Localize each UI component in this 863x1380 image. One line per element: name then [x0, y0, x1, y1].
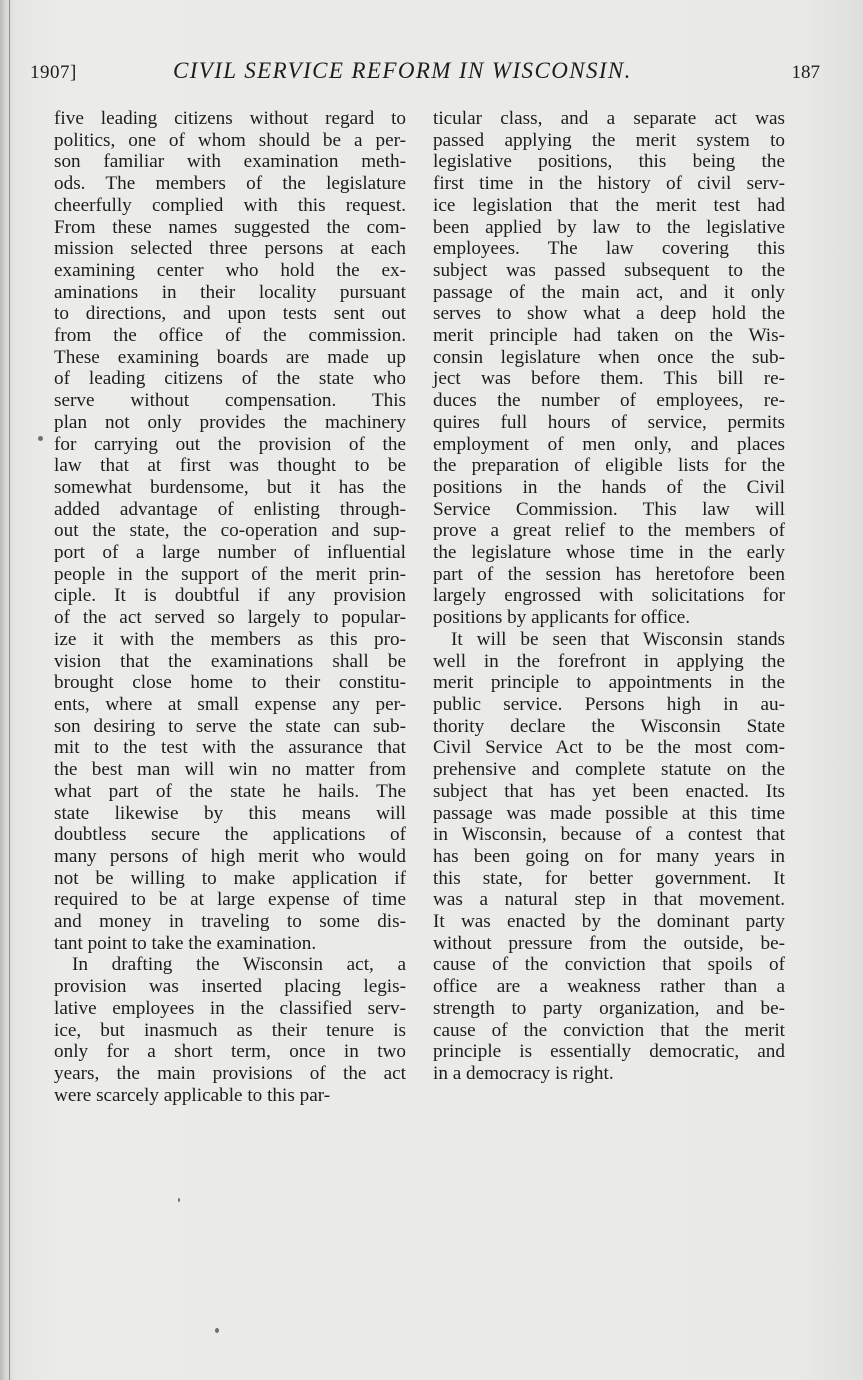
text-line: first time in the history of civil serv-: [433, 173, 785, 195]
text-line: five leading citizens without regard to: [54, 108, 406, 129]
text-line: state likewise by this means will: [54, 802, 406, 824]
text-line: It will be seen that Wisconsin stands: [451, 628, 785, 650]
text-line: passage of the main act, and it only: [433, 281, 785, 303]
text-line: strength to party organization, and be-: [433, 997, 785, 1019]
text-line: required to be at large expense of time: [54, 889, 406, 911]
text-line: ice, but inasmuch as their tenure is: [54, 1019, 406, 1041]
text-line: the legislature whose time in the early: [433, 542, 785, 564]
text-line: cheerfully complied with this request.: [54, 194, 406, 216]
text-line: what part of the state he hails. The: [54, 780, 406, 802]
text-line: somewhat burdensome, but it has the: [54, 476, 406, 498]
right-text-column: [433, 108, 785, 1085]
text-line: vision that the examinations shall be: [54, 650, 406, 672]
text-line: These examining boards are made up: [54, 346, 406, 368]
text-line: subject that has yet been enacted. Its: [433, 780, 785, 802]
text-line: part of the session has heretofore been: [433, 563, 785, 585]
text-line: principle is essentially democratic, and: [433, 1041, 785, 1063]
paper-speck: [178, 1198, 180, 1202]
text-line: son desiring to serve the state can sub-: [54, 715, 406, 737]
text-line: this state, for better government. It: [433, 867, 785, 889]
text-line: ciple. It is doubtful if any provision: [54, 585, 406, 607]
text-line: employment of men only, and places: [433, 433, 785, 455]
left-text-column: [54, 108, 406, 1106]
text-line: Service Commission. This law will: [433, 498, 785, 520]
text-line: was a natural step in that movement.: [433, 889, 785, 911]
text-line: mit to the test with the assurance that: [54, 737, 406, 759]
text-line: lative employees in the classified serv-: [54, 997, 406, 1019]
text-line: added advantage of enlisting through-: [54, 498, 406, 520]
text-line: of the act served so largely to popular-: [54, 607, 406, 629]
text-line: Civil Service Act to be the most com-: [433, 737, 785, 759]
text-line: years, the main provisions of the act: [54, 1062, 406, 1084]
text-line: ents, where at small expense any per-: [54, 693, 406, 715]
text-line: the best man will win no matter from: [54, 759, 406, 781]
text-line: consin legislature when once the sub-: [433, 346, 785, 368]
text-line: brought close home to their constitu-: [54, 672, 406, 694]
text-line: ject was before them. This bill re-: [433, 368, 785, 390]
text-line: cause of the conviction that the merit: [433, 1019, 785, 1041]
running-title: CIVIL SERVICE REFORM IN WISCONSIN.: [173, 58, 632, 83]
text-line: from the office of the commission.: [54, 325, 406, 347]
text-line: quires full hours of service, permits: [433, 411, 785, 433]
text-line: aminations in their locality pursuant: [54, 281, 406, 303]
text-line: politics, one of whom should be a per-: [54, 129, 406, 151]
text-line: out the state, the co-operation and sup-: [54, 520, 406, 542]
text-line: prehensive and complete statute on the: [433, 759, 785, 781]
text-line: without pressure from the outside, be-: [433, 932, 785, 954]
text-line: for carrying out the provision of the: [54, 433, 406, 455]
text-line: many persons of high merit who would: [54, 845, 406, 867]
text-line: ize it with the members as this pro-: [54, 628, 406, 650]
text-line: examining center who hold the ex-: [54, 259, 406, 281]
text-line: employees. The law covering this: [433, 238, 785, 260]
text-line: office are a weakness rather than a: [433, 976, 785, 998]
paper-speck: [215, 1328, 219, 1333]
page-number: 187: [791, 62, 820, 83]
text-line: were scarcely applicable to this par-: [54, 1084, 331, 1106]
text-line: well in the forefront in applying the: [433, 650, 785, 672]
text-line: positions by applicants for office.: [433, 607, 691, 629]
header-year: 1907]: [30, 62, 77, 83]
text-line: of leading citizens of the state who: [54, 368, 406, 390]
text-line: been applied by law to the legislative: [433, 216, 785, 238]
text-line: merit principle to appointments in the: [433, 672, 785, 694]
text-line: not be willing to make application if: [54, 867, 406, 889]
text-line: public service. Persons high in au-: [433, 693, 785, 715]
text-line: in Wisconsin, because of a contest that: [433, 824, 785, 846]
running-header: [30, 58, 820, 88]
binding-edge: [9, 0, 10, 1380]
text-line: It was enacted by the dominant party: [433, 911, 785, 933]
text-line: legislative positions, this being the: [433, 151, 785, 173]
text-line: duces the number of employees, re-: [433, 390, 785, 412]
text-line: cause of the conviction that spoils of: [433, 954, 785, 976]
text-line: passed applying the merit system to: [433, 129, 785, 151]
text-line: the preparation of eligible lists for the: [433, 455, 785, 477]
text-line: tant point to take the examination.: [54, 932, 317, 954]
text-line: subject was passed subsequent to the: [433, 259, 785, 281]
text-line: people in the support of the merit prin-: [54, 563, 406, 585]
text-line: ods. The members of the legislature: [54, 173, 406, 195]
text-line: doubtless secure the applications of: [54, 824, 406, 846]
text-line: serves to show what a deep hold the: [433, 303, 785, 325]
text-line: largely engrossed with solicitations for: [433, 585, 785, 607]
text-line: and money in traveling to some dis-: [54, 911, 406, 933]
text-line: port of a large number of influential: [54, 542, 406, 564]
text-line: in a democracy is right.: [433, 1062, 614, 1084]
text-line: to directions, and upon tests sent out: [54, 303, 406, 325]
text-line: serve without compensation. This: [54, 390, 406, 412]
text-line: ticular class, and a separate act was: [433, 108, 785, 129]
text-line: ice legislation that the merit test had: [433, 194, 785, 216]
text-line: From these names suggested the com-: [54, 216, 406, 238]
text-line: merit principle had taken on the Wis-: [433, 325, 785, 347]
text-line: mission selected three persons at each: [54, 238, 406, 260]
text-line: law that at first was thought to be: [54, 455, 406, 477]
text-line: son familiar with examination meth-: [54, 151, 406, 173]
paper-speck: [38, 436, 43, 441]
text-line: provision was inserted placing legis-: [54, 976, 406, 998]
text-line: has been going on for many years in: [433, 845, 785, 867]
text-line: positions in the hands of the Civil: [433, 476, 785, 498]
text-line: plan not only provides the machinery: [54, 411, 406, 433]
text-line: prove a great relief to the members of: [433, 520, 785, 542]
text-line: thority declare the Wisconsin State: [433, 715, 785, 737]
text-line: passage was made possible at this time: [433, 802, 785, 824]
text-line: In drafting the Wisconsin act, a: [72, 954, 406, 976]
text-line: only for a short term, once in two: [54, 1041, 406, 1063]
